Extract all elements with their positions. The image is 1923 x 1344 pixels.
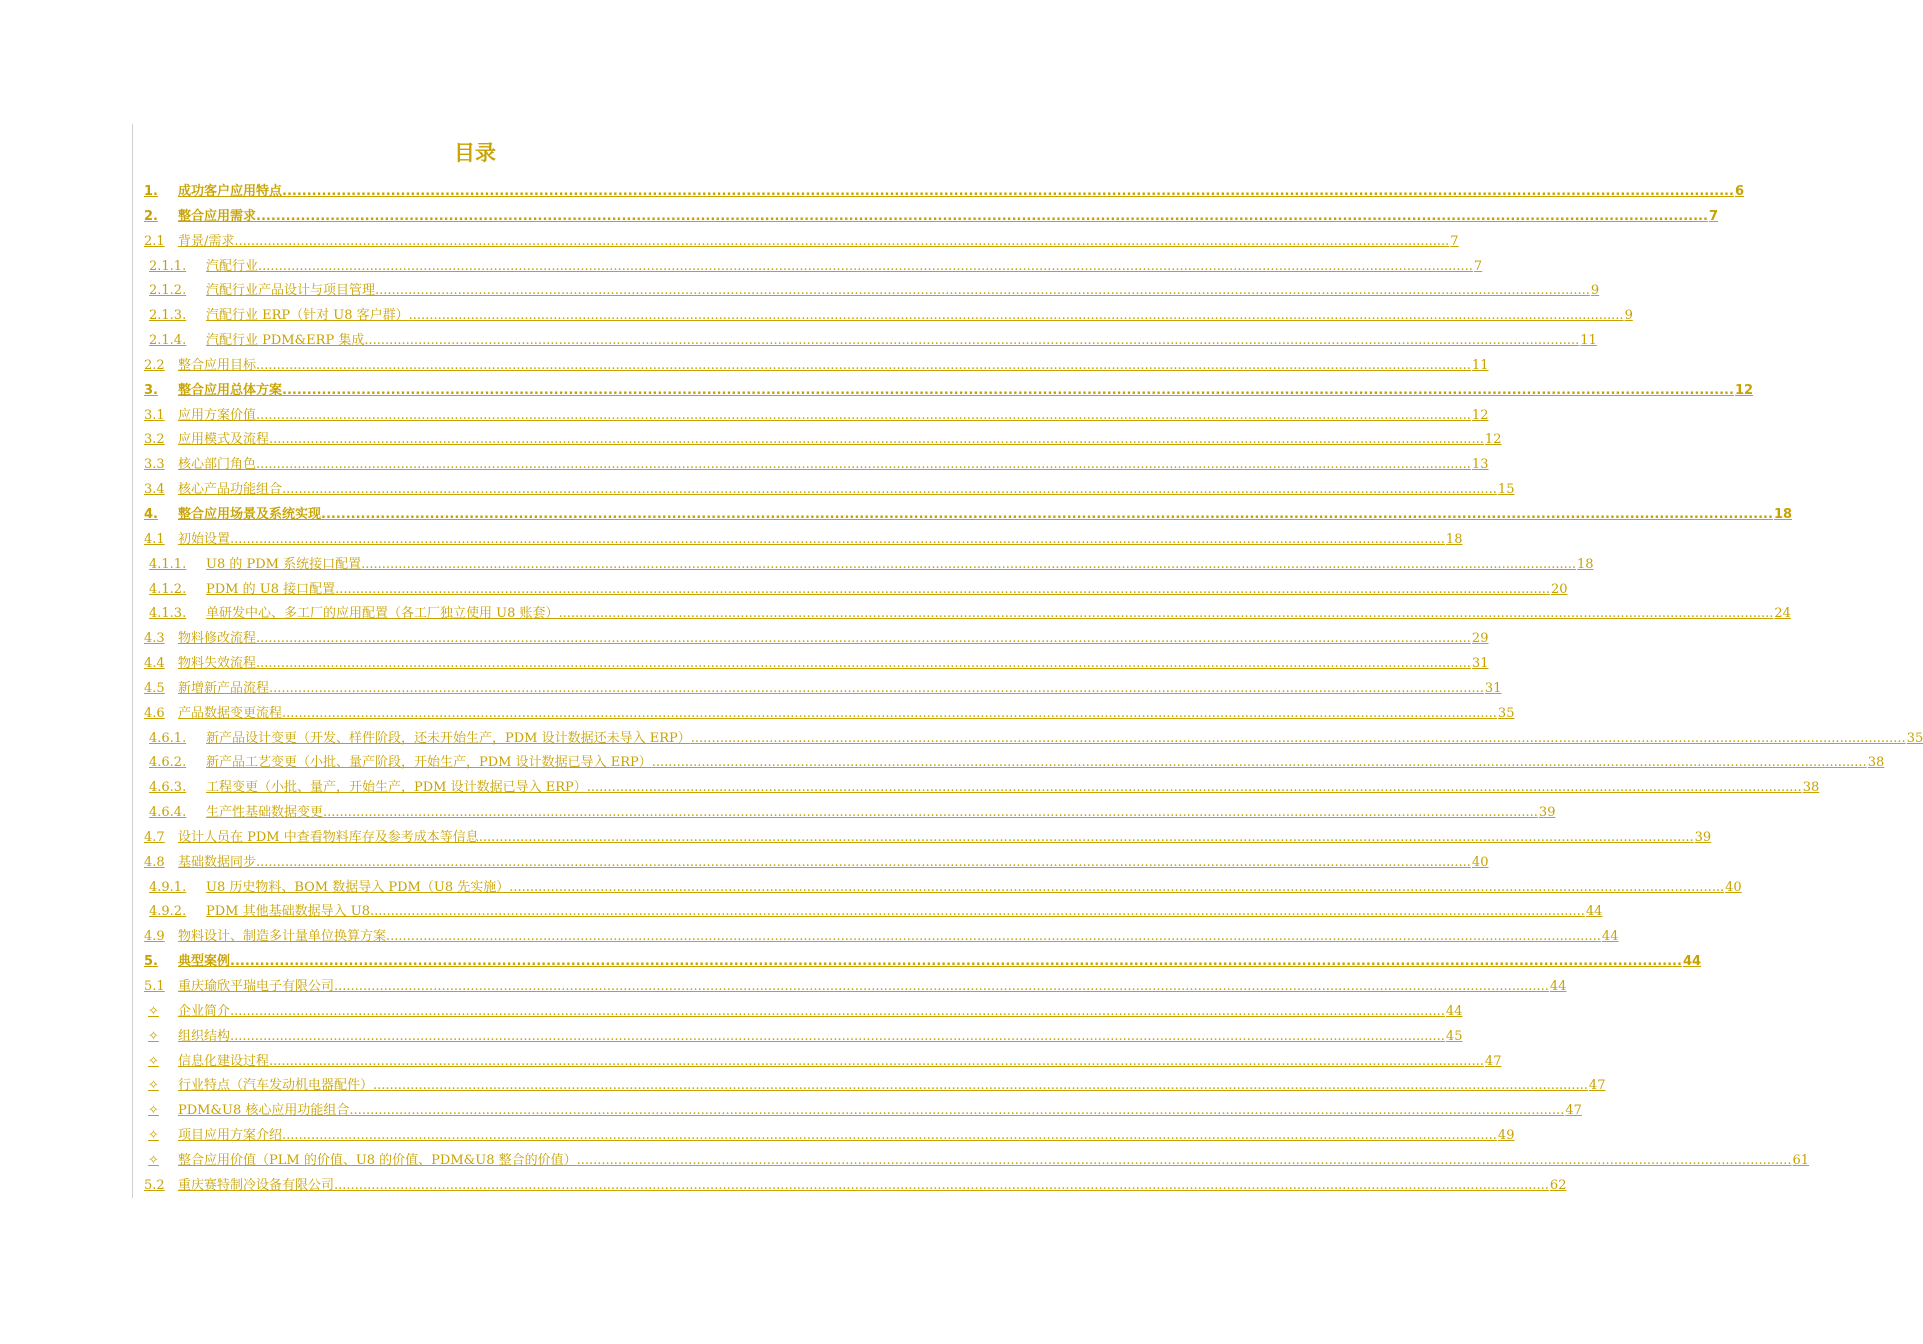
toc-dot-leader xyxy=(230,532,1445,547)
toc-dot-leader xyxy=(587,780,1802,795)
table-of-contents xyxy=(144,180,1923,1199)
page-margin-line xyxy=(132,124,133,1198)
toc-entry xyxy=(144,379,1754,404)
toc-entry-number: 2.2 xyxy=(144,357,165,373)
toc-entry-page: 18 xyxy=(1577,556,1594,572)
toc-entry-text: 汽配行业产品设计与项目管理 xyxy=(206,283,376,299)
toc-dot-leader xyxy=(334,1178,1549,1193)
toc-dot-leader xyxy=(256,457,1471,472)
toc-entry xyxy=(144,627,1489,652)
toc-entry-link[interactable] xyxy=(144,428,1502,453)
toc-entry xyxy=(144,925,1619,950)
toc-dot-leader xyxy=(256,855,1471,870)
toc-entry-number: 5. xyxy=(144,954,158,970)
toc-entry-text: 项目应用方案介绍 xyxy=(178,1128,283,1144)
toc-entry-text: 工程变更（小批、量产，开始生产，PDM 设计数据已导入 ERP） xyxy=(206,780,587,796)
toc-entry xyxy=(144,1174,1567,1199)
toc-entry-link[interactable] xyxy=(144,503,1793,528)
toc-dot-leader xyxy=(282,383,1734,398)
toc-entry-page: 47 xyxy=(1588,1078,1606,1094)
toc-entry-text: 初始设置 xyxy=(178,531,231,547)
toc-entry-link[interactable] xyxy=(144,876,1742,901)
toc-entry-number: 2.1.3. xyxy=(149,308,187,324)
toc-entry-page: 9 xyxy=(1590,283,1600,299)
toc-entry-link[interactable] xyxy=(144,627,1489,652)
toc-entry-text: 物料失效流程 xyxy=(178,656,257,672)
toc-entry-text: 核心部门角色 xyxy=(178,457,257,473)
toc-dot-leader xyxy=(409,308,1624,323)
toc-entry-text: 单研发中心、多工厂的应用配置（各工厂独立使用 U8 账套） xyxy=(206,606,559,622)
toc-dot-leader xyxy=(386,929,1601,944)
toc-dot-leader xyxy=(375,283,1590,298)
toc-entry xyxy=(144,304,1633,329)
toc-entry-number: 4.6.1. xyxy=(149,730,187,746)
toc-entry-link[interactable] xyxy=(144,1025,1463,1050)
toc-entry-page: 39 xyxy=(1538,805,1556,821)
toc-dot-leader xyxy=(321,507,1773,522)
toc-entry-text: U8 历史物料、BOM 数据导入 PDM（U8 先实施） xyxy=(206,879,510,895)
toc-entry-text: 整合应用需求 xyxy=(178,208,257,224)
toc-entry-link[interactable] xyxy=(144,1050,1502,1075)
toc-entry-number: 4.6.3. xyxy=(149,780,187,796)
toc-entry-text: 整合应用场景及系统实现 xyxy=(178,506,322,522)
toc-entry-link[interactable] xyxy=(144,702,1515,727)
toc-entry-text: 汽配行业 ERP（针对 U8 客户群） xyxy=(206,308,409,324)
toc-entry-link[interactable] xyxy=(144,279,1600,304)
toc-entry-page: 44 xyxy=(1445,1003,1463,1019)
toc-entry xyxy=(144,801,1556,826)
toc-entry xyxy=(144,975,1567,1000)
toc-dot-leader xyxy=(230,1004,1445,1019)
toc-entry-number: 4.1.3. xyxy=(149,606,187,622)
toc-entry xyxy=(144,1124,1515,1149)
toc-entry xyxy=(144,652,1489,677)
toc-entry-number: 2.1.2. xyxy=(149,283,187,299)
toc-entry-link[interactable] xyxy=(144,304,1633,329)
toc-entry-number: 4.4 xyxy=(144,656,165,672)
toc-entry-page: 12 xyxy=(1484,432,1502,448)
toc-entry-text: 背景/需求 xyxy=(178,233,235,249)
toc-entry-link[interactable] xyxy=(144,354,1489,379)
toc-dot-leader xyxy=(479,830,1694,845)
toc-entry-text: 企业简介 xyxy=(178,1003,231,1019)
toc-dot-leader xyxy=(691,731,1906,746)
toc-dot-leader xyxy=(334,979,1549,994)
toc-entry-link[interactable] xyxy=(144,776,1820,801)
toc-entry-link[interactable] xyxy=(144,1099,1582,1124)
toc-entry-text: 应用方案价值 xyxy=(178,407,257,423)
toc-entry-link[interactable] xyxy=(144,553,1594,578)
bullet-diamond-icon: ✧ xyxy=(148,1078,159,1094)
toc-entry-page: 31 xyxy=(1484,680,1502,696)
toc-entry-page: 44 xyxy=(1601,929,1619,945)
toc-entry-text: 重庆瑜欣平瑞电子有限公司 xyxy=(178,979,335,994)
toc-entry-text: PDM 的 U8 接口配置 xyxy=(206,581,336,597)
toc-entry xyxy=(144,279,1600,304)
toc-dot-leader xyxy=(373,1078,1588,1093)
bullet-diamond-icon: ✧ xyxy=(148,1053,159,1069)
toc-entry-link[interactable] xyxy=(144,1124,1515,1149)
toc-dot-leader xyxy=(256,631,1471,646)
toc-entry-number: 4.6.4. xyxy=(149,805,187,821)
toc-dot-leader xyxy=(256,656,1471,671)
toc-entry-page: 38 xyxy=(1802,780,1820,796)
toc-dot-leader xyxy=(509,880,1724,895)
toc-entry-link[interactable] xyxy=(144,602,1791,627)
toc-entry-number: 2.1.4. xyxy=(149,333,187,349)
toc-entry-text: 基础数据同步 xyxy=(178,854,257,870)
toc-entry-number: 2.1 xyxy=(144,233,165,249)
toc-entry-link[interactable] xyxy=(144,453,1489,478)
toc-entry-link[interactable] xyxy=(144,801,1556,826)
toc-entry xyxy=(144,180,1744,205)
toc-entry xyxy=(144,876,1742,901)
toc-entry-page: 18 xyxy=(1773,506,1793,522)
toc-entry-text: 信息化建设过程 xyxy=(178,1053,270,1069)
toc-entry xyxy=(144,702,1515,727)
toc-entry-text: 组织结构 xyxy=(178,1028,231,1044)
toc-entry-text: 整合应用价值（PLM 的价值、U8 的价值、PDM&U8 整合的价值） xyxy=(178,1152,577,1168)
toc-entry xyxy=(144,602,1791,627)
toc-entry-number: 3.2 xyxy=(144,432,165,448)
toc-entry xyxy=(144,776,1820,801)
toc-entry xyxy=(144,1149,1810,1174)
toc-entry-link[interactable] xyxy=(144,180,1744,205)
toc-entry-page: 12 xyxy=(1471,407,1489,423)
toc-entry-link[interactable] xyxy=(144,528,1463,553)
toc-entry-page: 44 xyxy=(1585,904,1603,920)
toc-entry-page: 13 xyxy=(1471,457,1489,473)
toc-entry-text: 汽配行业 PDM&ERP 集成 xyxy=(206,333,365,349)
bullet-diamond-icon: ✧ xyxy=(148,1003,159,1019)
bullet-diamond-icon: ✧ xyxy=(148,1128,159,1144)
toc-entry-text: 成功客户应用特点 xyxy=(178,184,283,199)
toc-entry-text: 生产性基础数据变更 xyxy=(206,805,324,821)
toc-entry-number: 5.2 xyxy=(144,1177,165,1193)
toc-dot-leader xyxy=(335,582,1550,597)
toc-entry xyxy=(144,329,1597,354)
toc-entry-link[interactable] xyxy=(144,1000,1463,1025)
toc-dot-leader xyxy=(256,209,1708,224)
toc-entry xyxy=(144,1000,1463,1025)
toc-entry-text: 新产品工艺变更（小批、量产阶段，开始生产，PDM 设计数据已导入 ERP） xyxy=(206,755,652,771)
toc-entry-number: 4.1 xyxy=(144,531,165,547)
toc-entry-number: 2.1.1. xyxy=(149,258,187,274)
toc-entry-link[interactable] xyxy=(144,1149,1810,1174)
toc-entry-text: U8 的 PDM 系统接口配置 xyxy=(206,556,362,572)
toc-entry xyxy=(144,404,1489,429)
toc-entry-number: 3.1 xyxy=(144,407,165,423)
toc-dot-leader xyxy=(230,1029,1445,1044)
toc-entry-link[interactable] xyxy=(144,379,1754,404)
toc-entry-number: 4.8 xyxy=(144,854,165,870)
toc-entry xyxy=(144,1099,1582,1124)
toc-entry-number: 4.9.1. xyxy=(149,879,187,895)
toc-entry-page: 49 xyxy=(1497,1128,1515,1144)
toc-entry-number: 5.1 xyxy=(144,979,165,994)
toc-entry-text: PDM 其他基础数据导入 U8 xyxy=(206,904,370,920)
toc-entry xyxy=(144,578,1568,603)
toc-entry-link[interactable] xyxy=(144,677,1502,702)
toc-entry-number: 3.4 xyxy=(144,482,165,498)
toc-entry-text: 汽配行业 xyxy=(206,258,259,274)
toc-dot-leader xyxy=(269,681,1484,696)
toc-entry-link[interactable] xyxy=(144,1074,1606,1099)
toc-entry-text: 物料设计、制造多计量单位换算方案 xyxy=(178,929,387,945)
toc-dot-leader xyxy=(370,904,1585,919)
toc-dot-leader xyxy=(349,1103,1564,1118)
toc-entry-number: 3. xyxy=(144,382,158,398)
toc-entry xyxy=(144,255,1483,280)
toc-entry-page: 9 xyxy=(1624,308,1633,324)
toc-entry-number: 4. xyxy=(144,506,158,522)
toc-dot-leader xyxy=(282,482,1497,497)
toc-entry-link[interactable] xyxy=(144,404,1489,429)
toc-dot-leader xyxy=(577,1153,1792,1168)
toc-entry-text: 设计人员在 PDM 中查看物料库存及参考成本等信息 xyxy=(178,829,479,845)
toc-entry-link[interactable] xyxy=(144,578,1568,603)
toc-entry-page: 47 xyxy=(1565,1103,1582,1119)
toc-entry-number: 4.5 xyxy=(144,680,165,696)
toc-dot-leader xyxy=(282,1128,1497,1143)
toc-dot-leader xyxy=(282,184,1734,199)
bullet-diamond-icon: ✧ xyxy=(148,1028,159,1044)
toc-entry xyxy=(144,727,1923,752)
toc-entry-link[interactable] xyxy=(144,975,1567,1000)
toc-entry-link[interactable] xyxy=(144,900,1603,925)
toc-entry xyxy=(144,528,1463,553)
toc-dot-leader xyxy=(269,432,1484,447)
toc-dot-leader xyxy=(364,333,1579,348)
toc-entry-number: 4.1.1. xyxy=(149,556,187,572)
toc-entry-text: 物料修改流程 xyxy=(178,631,257,647)
toc-entry-link[interactable] xyxy=(144,230,1459,255)
toc-entry-page: 15 xyxy=(1497,482,1515,498)
toc-entry xyxy=(144,677,1502,702)
toc-entry-text: 核心产品功能组合 xyxy=(178,482,283,498)
toc-dot-leader xyxy=(269,1054,1484,1069)
toc-entry-number: 3.3 xyxy=(144,457,165,473)
toc-entry xyxy=(144,1074,1606,1099)
toc-dot-leader xyxy=(256,408,1471,423)
toc-dot-leader xyxy=(258,259,1473,274)
toc-entry-page: 47 xyxy=(1484,1053,1502,1069)
toc-dot-leader xyxy=(652,755,1867,770)
toc-entry-page: 6 xyxy=(1734,184,1744,199)
toc-entry xyxy=(144,1050,1502,1075)
toc-entry-page: 44 xyxy=(1549,979,1567,994)
toc-entry-page: 24 xyxy=(1774,606,1791,622)
toc-entry-link[interactable] xyxy=(144,925,1619,950)
toc-entry-link[interactable] xyxy=(144,1174,1567,1199)
toc-entry xyxy=(144,453,1489,478)
toc-entry-page: 35 xyxy=(1906,730,1923,746)
toc-entry-page: 40 xyxy=(1471,854,1489,870)
toc-entry xyxy=(144,826,1712,851)
toc-entry-page: 40 xyxy=(1725,879,1742,895)
toc-entry-page: 62 xyxy=(1549,1177,1567,1193)
toc-entry-page: 31 xyxy=(1471,656,1489,672)
toc-dot-leader xyxy=(323,805,1538,820)
toc-entry-page: 29 xyxy=(1471,631,1489,647)
toc-entry xyxy=(144,950,1702,975)
bullet-diamond-icon: ✧ xyxy=(148,1152,159,1168)
toc-entry-page: 20 xyxy=(1551,581,1568,597)
toc-entry-number: 4.6 xyxy=(144,705,165,721)
toc-entry-page: 11 xyxy=(1471,357,1489,373)
toc-entry-link[interactable] xyxy=(144,329,1597,354)
toc-dot-leader xyxy=(234,234,1449,249)
toc-title: 目录 xyxy=(454,140,496,165)
toc-entry-page: 61 xyxy=(1792,1152,1810,1168)
toc-entry-link[interactable] xyxy=(144,652,1489,677)
toc-entry xyxy=(144,751,1885,776)
toc-entry-link[interactable] xyxy=(144,751,1885,776)
toc-entry-link[interactable] xyxy=(144,478,1515,503)
toc-entry-page: 18 xyxy=(1445,531,1463,547)
toc-entry-page: 7 xyxy=(1450,233,1459,249)
toc-entry xyxy=(144,354,1489,379)
toc-entry-text: 典型案例 xyxy=(178,954,231,970)
toc-entry-text: 行业特点（汽车发动机电器配件） xyxy=(178,1078,374,1094)
toc-entry-number: 4.9 xyxy=(144,929,165,945)
toc-dot-leader xyxy=(282,706,1497,721)
toc-entry-number: 4.7 xyxy=(144,829,165,845)
bullet-diamond-icon: ✧ xyxy=(148,1103,159,1119)
toc-entry xyxy=(144,1025,1463,1050)
toc-entry-number: 2. xyxy=(144,208,158,224)
toc-entry xyxy=(144,205,1718,230)
toc-entry-link[interactable] xyxy=(144,826,1712,851)
toc-entry xyxy=(144,503,1793,528)
toc-entry-number: 4.1.2. xyxy=(149,581,187,597)
toc-entry xyxy=(144,478,1515,503)
toc-dot-leader xyxy=(559,606,1774,621)
toc-entry xyxy=(144,900,1603,925)
toc-entry-text: 产品数据变更流程 xyxy=(178,705,283,721)
toc-entry-text: 重庆赛特制冷设备有限公司 xyxy=(178,1177,335,1193)
toc-entry-text: 新产品设计变更（开发、样件阶段，还未开始生产，PDM 设计数据还未导入 ERP） xyxy=(206,730,691,746)
toc-entry-page: 39 xyxy=(1694,829,1712,845)
toc-entry-page: 7 xyxy=(1708,208,1718,224)
toc-entry-page: 11 xyxy=(1580,333,1597,349)
toc-entry-link[interactable] xyxy=(144,727,1923,752)
toc-entry-text: 整合应用总体方案 xyxy=(178,382,283,398)
toc-entry-page: 44 xyxy=(1682,954,1702,970)
toc-entry-page: 45 xyxy=(1445,1028,1463,1044)
toc-dot-leader xyxy=(361,557,1576,572)
toc-entry-number: 1. xyxy=(144,184,158,199)
toc-entry-page: 38 xyxy=(1867,755,1885,771)
toc-entry xyxy=(144,230,1459,255)
toc-dot-leader xyxy=(230,954,1682,969)
toc-entry-page: 35 xyxy=(1497,705,1515,721)
toc-entry-link[interactable] xyxy=(144,255,1483,280)
toc-entry-text: PDM&U8 核心应用功能组合 xyxy=(178,1103,350,1119)
toc-entry-number: 4.9.2. xyxy=(149,904,187,920)
toc-entry-number: 4.3 xyxy=(144,631,165,647)
toc-entry-text: 应用模式及流程 xyxy=(178,432,270,448)
toc-entry-link[interactable] xyxy=(144,205,1718,230)
toc-entry-text: 整合应用目标 xyxy=(178,357,257,373)
toc-entry xyxy=(144,851,1489,876)
toc-entry-text: 新增新产品流程 xyxy=(178,680,270,696)
toc-entry-number: 4.6.2. xyxy=(149,755,187,771)
toc-entry-link[interactable] xyxy=(144,950,1702,975)
toc-entry-link[interactable] xyxy=(144,851,1489,876)
toc-entry-page: 7 xyxy=(1473,258,1483,274)
toc-entry-page: 12 xyxy=(1734,382,1754,398)
toc-dot-leader xyxy=(256,358,1471,373)
toc-entry xyxy=(144,428,1502,453)
toc-entry xyxy=(144,553,1594,578)
